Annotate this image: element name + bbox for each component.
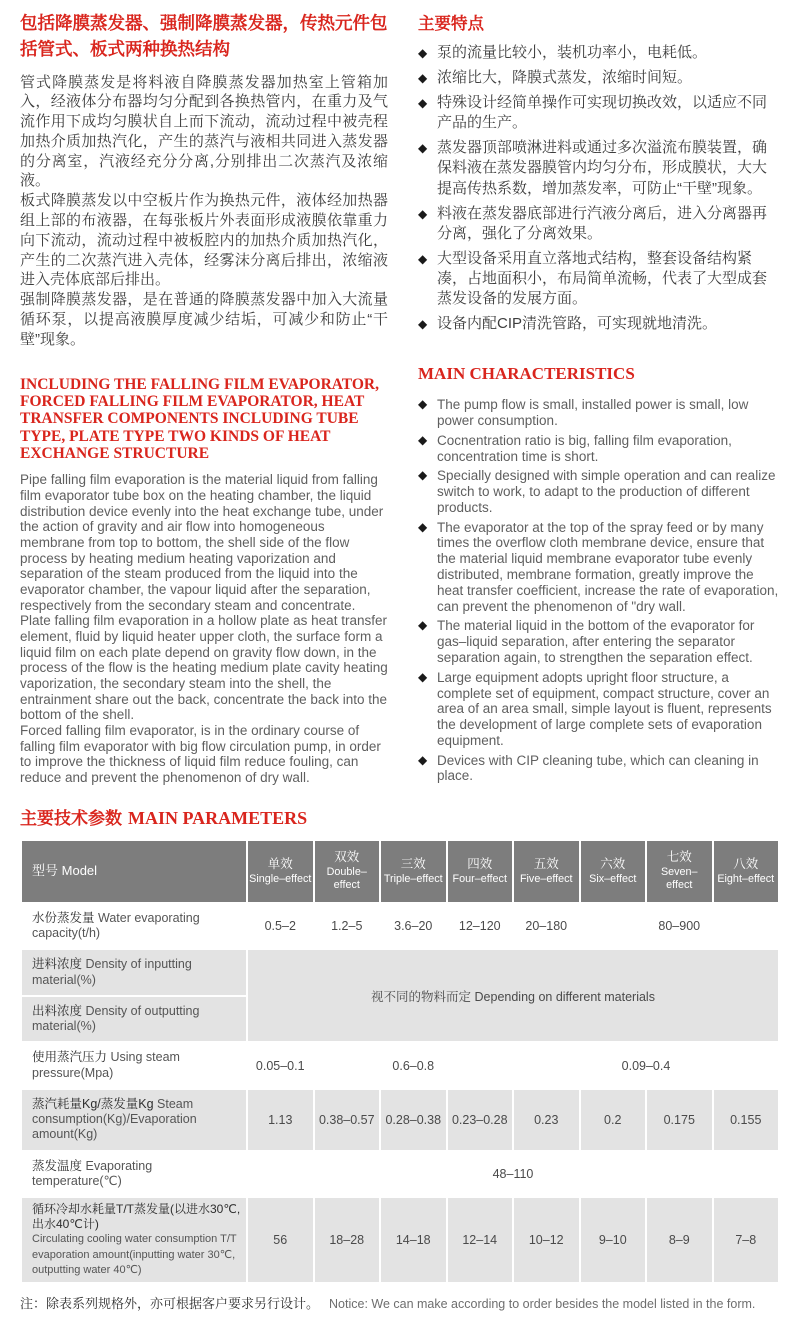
column-header-double-effect [315,841,380,902]
column-header-single-effect [248,841,313,902]
row-label-en: Water evaporating capacity(t/h) [32,910,200,941]
characteristic-item [418,753,780,785]
column-header-cn: 三效 [400,856,426,871]
row-label-cn: 循环冷却水耗量T/T蒸发量(以进水30℃,出水40℃计) [32,1202,241,1231]
column-header-four-effect [448,841,513,902]
en-body [20,472,388,785]
right-column [418,10,780,788]
cn-paragraph: 管式降膜蒸发是将料液自降膜蒸发器加热室上管箱加入，经液体分布器均匀分配到各换热管内，在重力及气流作用下成均匀膜状自上而下流动，流动过程中被壳程加热介质加热汽化，产生的蒸汽与液相共同进入蒸发器的分离室，汽液经充分分离,分别排出二次蒸汽及浓缩液。 [20,73,388,190]
parameters-heading [20,804,780,829]
characteristic-text: Cocnentration ratio is big, falling film evaporation, concentration time is short. [437,432,732,464]
diamond-bullet-icon: ◆ [418,468,428,483]
column-header-cn: 型号 [32,863,59,879]
row-label-cn: 出料浓度 [32,1003,83,1018]
column-header-en: Six–effect [589,872,637,885]
table-cell: 0.09–0.4 [514,1043,778,1088]
characteristic-text: The material liquid in the bottom of the evaporator for gas–liquid separation, after entering the separator separation again, to strengthen the separation effect. [437,618,755,665]
row-label-cn: 蒸发温度 [32,1158,83,1173]
row-label-cn: 水份蒸发量 [32,910,95,925]
column-header-en: Model [61,863,98,879]
row-label-en: Density of inputting material(%) [32,957,192,987]
en-paragraph: Plate falling film evaporation in a hollow plate as heat transfer element, fluid by liquid heater upper cloth, the surface form a liquid film on each plate depend on gravity flow down, in the process of the flow is the heating medium plate cavity heating vaporization, the secondary steam into the shell, the entrainment share out the back, concentrate the back into the bottom of the shell. [20,613,388,723]
footnote-cn: 注：除表系列规格外，亦可根据客户要求另行设计。 [20,1295,320,1311]
table-cell: 0.2 [581,1090,646,1150]
column-header-en: Five–effect [519,872,573,885]
en-paragraph: Forced falling film evaporator, is in the ordinary course of falling film evaporator with big flow circulation pump, in order to improve the thickness of liquid film reduce fouling, can reduce and prevent the phenomenon of dry wall. [20,722,381,785]
en-section-title: INCLUDING THE FALLING FILM EVAPORATOR, FORCED FALLING FILM EVAPORATOR, HEAT TRANSFER COMPONENTS INCLUDING TUBE TYPE, PLATE TYPE TWO KINDS OF HEAT EXCHANGE STRUCTURE [20,375,379,463]
feature-text: 泵的流量比较小，装机功率小，电耗低。 [437,44,708,61]
row-label-en: Circulating cooling water consumption T/T evaporation amount(inputting water 30℃, outputting water 40℃) [32,1233,237,1277]
column-header-model [22,841,246,902]
table-cell: 7–8 [714,1198,779,1281]
column-header-en: Four–effect [452,872,507,885]
table-cell: 0.6–0.8 [315,1043,513,1088]
diamond-bullet-icon: ◆ [418,317,428,332]
en-paragraph: Pipe falling film evaporation is the material liquid from falling film evaporator tube box on the heating chamber, the liquid distribution device evenly into the heat exchange tube, under the action of gravity and air flow into homogeneous membrane from top to bottom, the shell side of the flow process by heating medium heating vaporization and separation of the steam produced from the liquid into the evaporator chamber, the vapour liquid after the separation, respectively from the secondary steam and concentrate. [20,472,384,613]
features-heading: 主要特点 [418,15,484,33]
table-cell: 80–900 [581,904,779,949]
row-label [22,1152,246,1197]
column-header-six-effect [581,841,646,902]
column-header-cn: 七效 [666,850,692,865]
column-header-cn: 单效 [267,856,293,871]
column-header-cn: 六效 [600,856,626,871]
feature-text: 设备内配CIP清洗管路，可实现就地清洗。 [437,315,718,333]
merged-cell-cn: 视不同的物料而定 [371,989,472,1004]
row-label-en: Evaporating temperature(℃) [32,1158,153,1188]
row-label-en: Using steam pressure(Mpa) [32,1050,180,1080]
table-cell: 48–110 [248,1152,778,1197]
merged-cell-en: Depending on different materials [474,989,655,1004]
column-header-triple-effect [381,841,446,902]
table-row-steam-consumption [22,1090,778,1150]
column-header-seven-effect [647,841,712,902]
feature-text: 大型设备采用直立落地式结构，整套设备结构紧凑，占地面积小，布局简单流畅，代表了大型成套蒸发设备的发展方面。 [437,249,768,308]
table-cell: 0.155 [714,1090,779,1150]
row-label [22,950,246,995]
diamond-bullet-icon: ◆ [418,46,428,60]
table-cell: 10–12 [514,1198,579,1281]
parameters-table [20,839,780,1283]
table-cell: 18–28 [315,1198,380,1281]
table-row-evaporating-temperature [22,1152,778,1197]
table-cell: 14–18 [381,1198,446,1281]
cn-feature-list [418,43,780,334]
row-label-cn: 使用蒸汽压力 [32,1050,108,1065]
footnote-en: Notice: We can make according to order besides the model listed in the form. [329,1296,756,1311]
feature-text: 料液在蒸发器底部进行汽液分离后，进入分离器再分离，强化了分离效果。 [437,204,768,242]
diamond-bullet-icon: ◆ [418,519,428,534]
row-label-en: Steam consumption(Kg)/Evaporation amount(Kg) [32,1096,197,1142]
table-cell: 1.2–5 [315,904,380,949]
characteristic-item [418,670,780,749]
characteristic-text: Devices with CIP cleaning tube, which can cleaning in place. [437,752,759,784]
diamond-bullet-icon: ◆ [418,96,428,111]
diamond-bullet-icon: ◆ [418,669,428,684]
table-cell: 9–10 [581,1198,646,1281]
feature-item [418,138,780,198]
row-label-cn: 进料浓度 [32,957,83,972]
table-cell: 20–180 [514,904,579,949]
cn-paragraph: 强制降膜蒸发器，是在普通的降膜蒸发器中加入大流量循环泵，以提高液膜厚度减少结垢，可减少和防止“干壁”现象。 [20,291,388,348]
two-column-body [20,10,780,788]
diamond-bullet-icon: ◆ [418,618,428,633]
table-header-row [22,841,778,902]
feature-item [418,43,780,63]
feature-item [418,204,780,244]
feature-item [418,93,780,133]
row-label-cn: 蒸汽耗量Kg/蒸发量Kg [32,1096,154,1111]
characteristic-text: The pump flow is small, installed power is small, low power consumption. [437,397,749,428]
characteristic-item [418,618,780,665]
diamond-bullet-icon: ◆ [418,251,428,266]
table-cell: 12–120 [448,904,513,949]
column-header-en: Seven–effect [660,865,698,892]
characteristic-item [418,397,780,429]
cn-body [20,73,388,350]
table-row-cooling-water [22,1198,778,1281]
feature-item [418,249,780,309]
cn-section-title: 包括降膜蒸发器、强制降膜蒸发器，传热元件包括管式、板式两种换热结构 [20,13,388,60]
table-cell: 3.6–20 [381,904,446,949]
table-cell: 56 [248,1198,313,1281]
row-label [22,1198,246,1281]
table-cell: 0.38–0.57 [315,1090,380,1150]
diamond-bullet-icon: ◆ [418,141,428,156]
parameters-heading-cn: 主要技术参数 [20,809,122,829]
table-cell: 0.175 [647,1090,712,1150]
feature-item [418,68,780,88]
table-cell: 8–9 [647,1198,712,1281]
column-header-cn: 八效 [733,856,759,871]
cn-paragraph: 板式降膜蒸发以中空板片作为换热元件，液体经加热器组上部的布液器，在每张板片外表面形成液膜依靠重力向下流动，流动过程中被板腔内的加热介质加热汽化，产生的二次蒸汽进入壳体，经雾沫分离后排出，浓缩液进入壳体底部后排出。 [20,192,388,289]
table-row-inputting-density [22,950,778,995]
characteristic-text: Large equipment adopts upright floor structure, a complete set of equipment, compact structure, cover an area of an area small, simple layout is fluent, represents the development of large complete sets of evaporation equipment. [437,669,772,748]
row-label [22,1043,246,1088]
row-label [22,997,246,1042]
table-cell: 0.23 [514,1090,579,1150]
footnote [20,1293,780,1312]
parameters-heading-en: MAIN PARAMETERS [128,808,308,829]
characteristic-item [418,433,780,465]
characteristic-text: Specially designed with simple operation and can realize switch to work, to adapt to the production of different products. [437,468,776,515]
column-header-en: Triple–effect [383,872,443,885]
table-row-water-evaporating [22,904,778,949]
table-cell-depends-on-materials [248,950,778,1041]
column-header-five-effect [514,841,579,902]
table-cell: 1.13 [248,1090,313,1150]
left-column [20,10,388,786]
table-cell: 0.28–0.38 [381,1090,446,1150]
column-header-eight-effect [714,841,779,902]
feature-item [418,314,780,334]
feature-text: 浓缩比大，降膜式蒸发，浓缩时间短。 [437,69,693,87]
row-label-en: Density of outputting material(%) [32,1003,200,1034]
feature-text: 特殊设计经简单操作可实现切换改效，以适应不同产品的生产。 [437,94,768,132]
column-header-en: Single–effect [249,872,312,885]
en-characteristics-list [418,397,780,784]
characteristic-item [418,520,780,615]
row-label [22,904,246,949]
diamond-bullet-icon: ◆ [418,432,428,447]
table-cell: 0.5–2 [248,904,313,949]
characteristic-item [418,468,780,515]
table-cell: 12–14 [448,1198,513,1281]
feature-text: 蒸发器顶部喷淋进料或通过多次溢流布膜装置，确保料液在蒸发器膜管内均匀分布，形成膜状，大大提高传热系数，增加蒸发率，可防止“干壁”现象。 [437,139,768,197]
table-cell: 0.05–0.1 [248,1043,313,1088]
table-cell: 0.23–0.28 [448,1090,513,1150]
column-header-cn: 双效 [334,850,360,865]
diamond-bullet-icon: ◆ [418,397,428,412]
column-header-en: Double–effect [326,865,367,892]
column-header-cn: 四效 [467,856,493,871]
diamond-bullet-icon: ◆ [418,752,428,767]
row-label [22,1090,246,1150]
diamond-bullet-icon: ◆ [418,71,428,86]
column-header-en: Eight–effect [717,872,775,885]
column-header-cn: 五效 [533,856,559,871]
characteristics-heading: MAIN CHARACTERISTICS [418,364,635,384]
characteristic-text: The evaporator at the top of the spray feed or by many times the overflow cloth membrane device, ensure that the material liquid membrane evaporator tube evenly distributed, membrane formation, greatly improve the heat transfer coefficient, increase the rate of evaporation, can prevent the phenomenon of "dry wall. [437,519,779,614]
diamond-bullet-icon: ◆ [418,206,428,221]
table-row-steam-pressure [22,1043,778,1088]
